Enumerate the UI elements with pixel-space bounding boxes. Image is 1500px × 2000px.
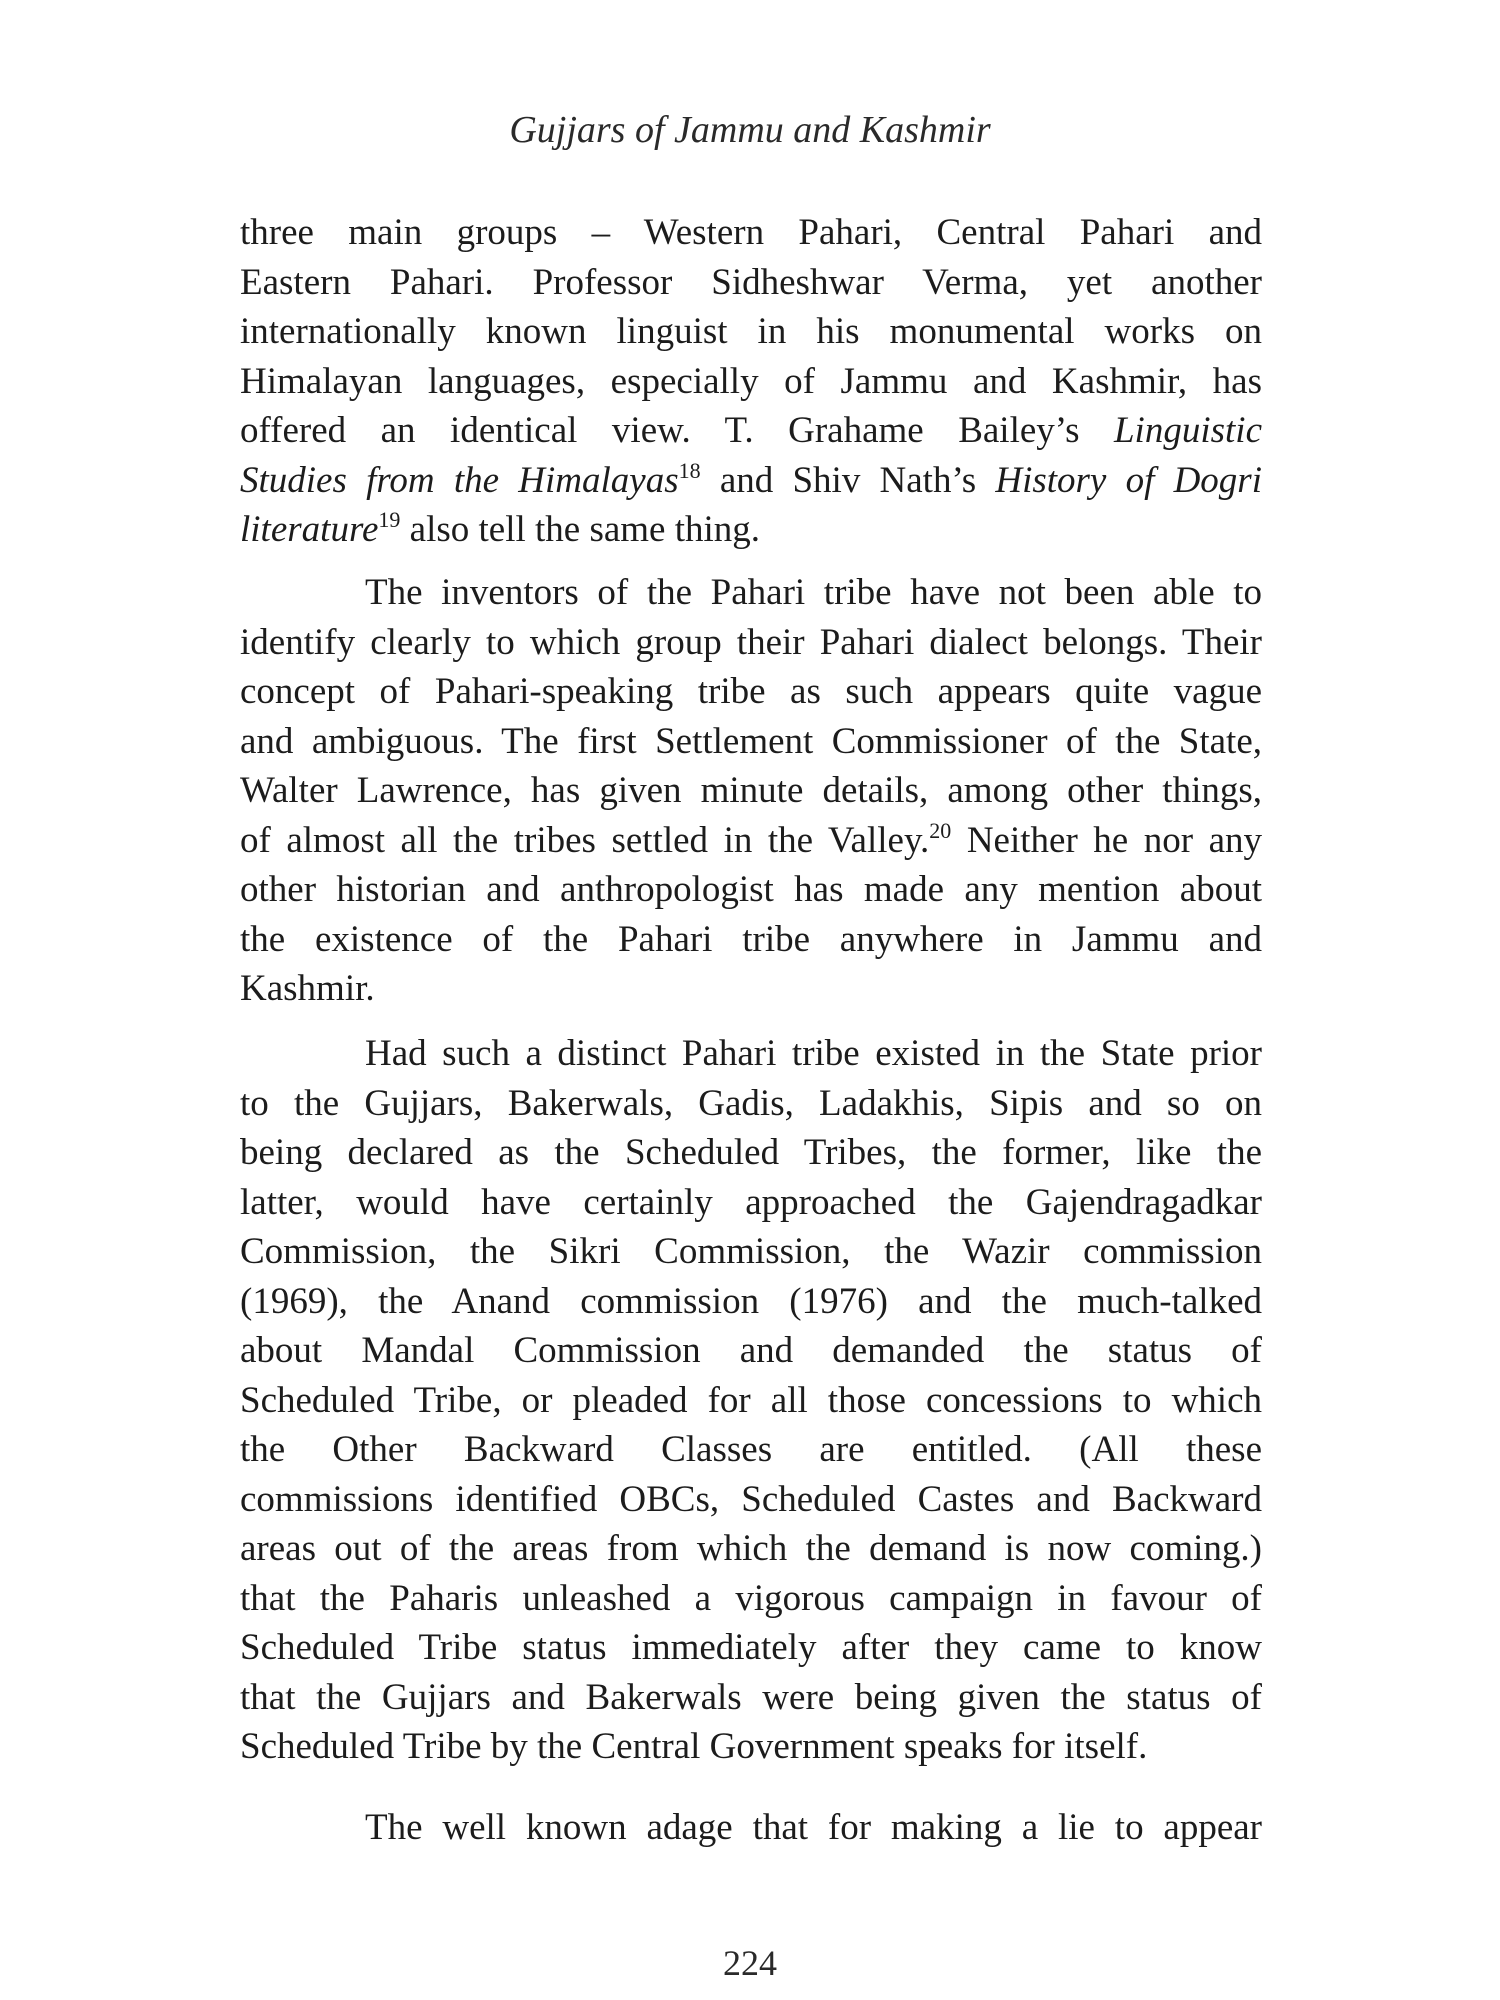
text-run: the existence of the Pahari tribe anywhere in Jammu and: [240, 918, 1262, 960]
text-run: The well known adage that for making a lie to appear: [365, 1807, 1262, 1848]
text-line: [240, 456, 1262, 506]
text-line: [240, 208, 1262, 258]
text-run: Neither he nor any: [951, 819, 1262, 861]
text-run: other historian and anthropologist has made any mention about: [240, 869, 1262, 910]
paragraph: [240, 1803, 1262, 1853]
italic-title: Studies from the Himalayas: [240, 459, 679, 501]
text-line: [240, 1673, 1262, 1723]
text-run: Eastern Pahari. Professor Sidheshwar Verma, yet another: [240, 261, 1262, 303]
text-run: latter, would have certainly approached the Gajendragadkar: [240, 1181, 1262, 1223]
text-line: [240, 1425, 1262, 1475]
text-line: [240, 1722, 1262, 1772]
text-line: [240, 1803, 1262, 1853]
text-line: [240, 1326, 1262, 1376]
paragraph: [240, 568, 1262, 1014]
text-run: Had such a distinct Pahari tribe existed in the State prior: [365, 1033, 1262, 1074]
text-run: (1969), the Anand commission (1976) and the much-talked: [240, 1280, 1262, 1322]
text-run: and ambiguous. The first Settlement Commissioner of the State,: [240, 720, 1262, 762]
text-line: [240, 307, 1262, 357]
text-line: [240, 816, 1262, 866]
text-run: that the Paharis unleashed a vigorous campaign in favour of: [240, 1577, 1262, 1619]
text-line: [240, 357, 1262, 407]
text-run: three main groups – Western Pahari, Central Pahari and: [240, 212, 1262, 253]
page-number: 224: [723, 1943, 777, 1983]
text-line: [240, 915, 1262, 965]
text-line: [240, 717, 1262, 767]
text-run: Commission, the Sikri Commission, the Wazir commission: [240, 1231, 1262, 1272]
text-line: [240, 1029, 1262, 1079]
running-head: Gujjars of Jammu and Kashmir: [509, 109, 991, 151]
text-line: [240, 865, 1262, 915]
text-run: about Mandal Commission and demanded the status of: [240, 1330, 1262, 1371]
text-line: [240, 1128, 1262, 1178]
text-line: [240, 258, 1262, 308]
paragraph: [240, 1029, 1262, 1772]
text-line: [240, 505, 1262, 555]
italic-title: Linguistic: [1113, 410, 1262, 451]
text-run: to the Gujjars, Bakerwals, Gadis, Ladakhis, Sipis and so on: [240, 1082, 1262, 1124]
italic-title: History of Dogri: [995, 459, 1262, 501]
text-run: concept of Pahari-speaking tribe as such appears quite vague: [240, 671, 1262, 712]
text-run: also tell the same thing.: [400, 509, 761, 550]
text-line: [240, 1574, 1262, 1624]
text-run: Scheduled Tribe, or pleaded for all those concessions to which: [240, 1379, 1262, 1421]
italic-title: literature: [240, 509, 379, 550]
text-run: Kashmir.: [240, 968, 375, 1009]
text-run: Himalayan languages, especially of Jammu and Kashmir, has: [240, 360, 1262, 402]
text-line: [240, 1475, 1262, 1525]
text-run: internationally known linguist in his monumental works on: [240, 311, 1262, 352]
text-run: areas out of the areas from which the demand is now coming.): [240, 1528, 1262, 1569]
footnote-reference: 19: [378, 507, 401, 532]
text-run: of almost all the tribes settled in the Valley.: [240, 819, 930, 861]
text-run: Scheduled Tribe status immediately after they came to know: [240, 1627, 1262, 1668]
text-run: identify clearly to which group their Pahari dialect belongs. Their: [240, 621, 1262, 663]
text-line: [240, 568, 1262, 618]
text-run: commissions identified OBCs, Scheduled Castes and Backward: [240, 1478, 1262, 1520]
text-line: [240, 1524, 1262, 1574]
text-line: [240, 1227, 1262, 1277]
footnote-reference: 18: [678, 457, 701, 483]
footnote-reference: 20: [929, 817, 952, 843]
text-line: [240, 1277, 1262, 1327]
text-line: [240, 1623, 1262, 1673]
text-run: offered an identical view. T. Grahame Bailey’s: [240, 410, 1114, 451]
text-line: [240, 1376, 1262, 1426]
text-run: The inventors of the Pahari tribe have not been able to: [365, 572, 1262, 613]
text-line: [240, 667, 1262, 717]
text-run: the Other Backward Classes are entitled. (All these: [240, 1429, 1262, 1470]
text-line: [240, 618, 1262, 668]
text-run: being declared as the Scheduled Tribes, the former, like the: [240, 1132, 1262, 1173]
text-line: [240, 1079, 1262, 1129]
text-run: and Shiv Nath’s: [700, 459, 996, 501]
text-line: [240, 1178, 1262, 1228]
text-line: [240, 964, 1262, 1014]
text-line: [240, 406, 1262, 456]
paragraph: [240, 208, 1262, 555]
text-line: [240, 766, 1262, 816]
text-run: that the Gujjars and Bakerwals were being given the status of: [240, 1676, 1262, 1718]
text-run: Walter Lawrence, has given minute details, among other things,: [240, 770, 1262, 811]
text-run: Scheduled Tribe by the Central Government speaks for itself.: [240, 1726, 1148, 1767]
